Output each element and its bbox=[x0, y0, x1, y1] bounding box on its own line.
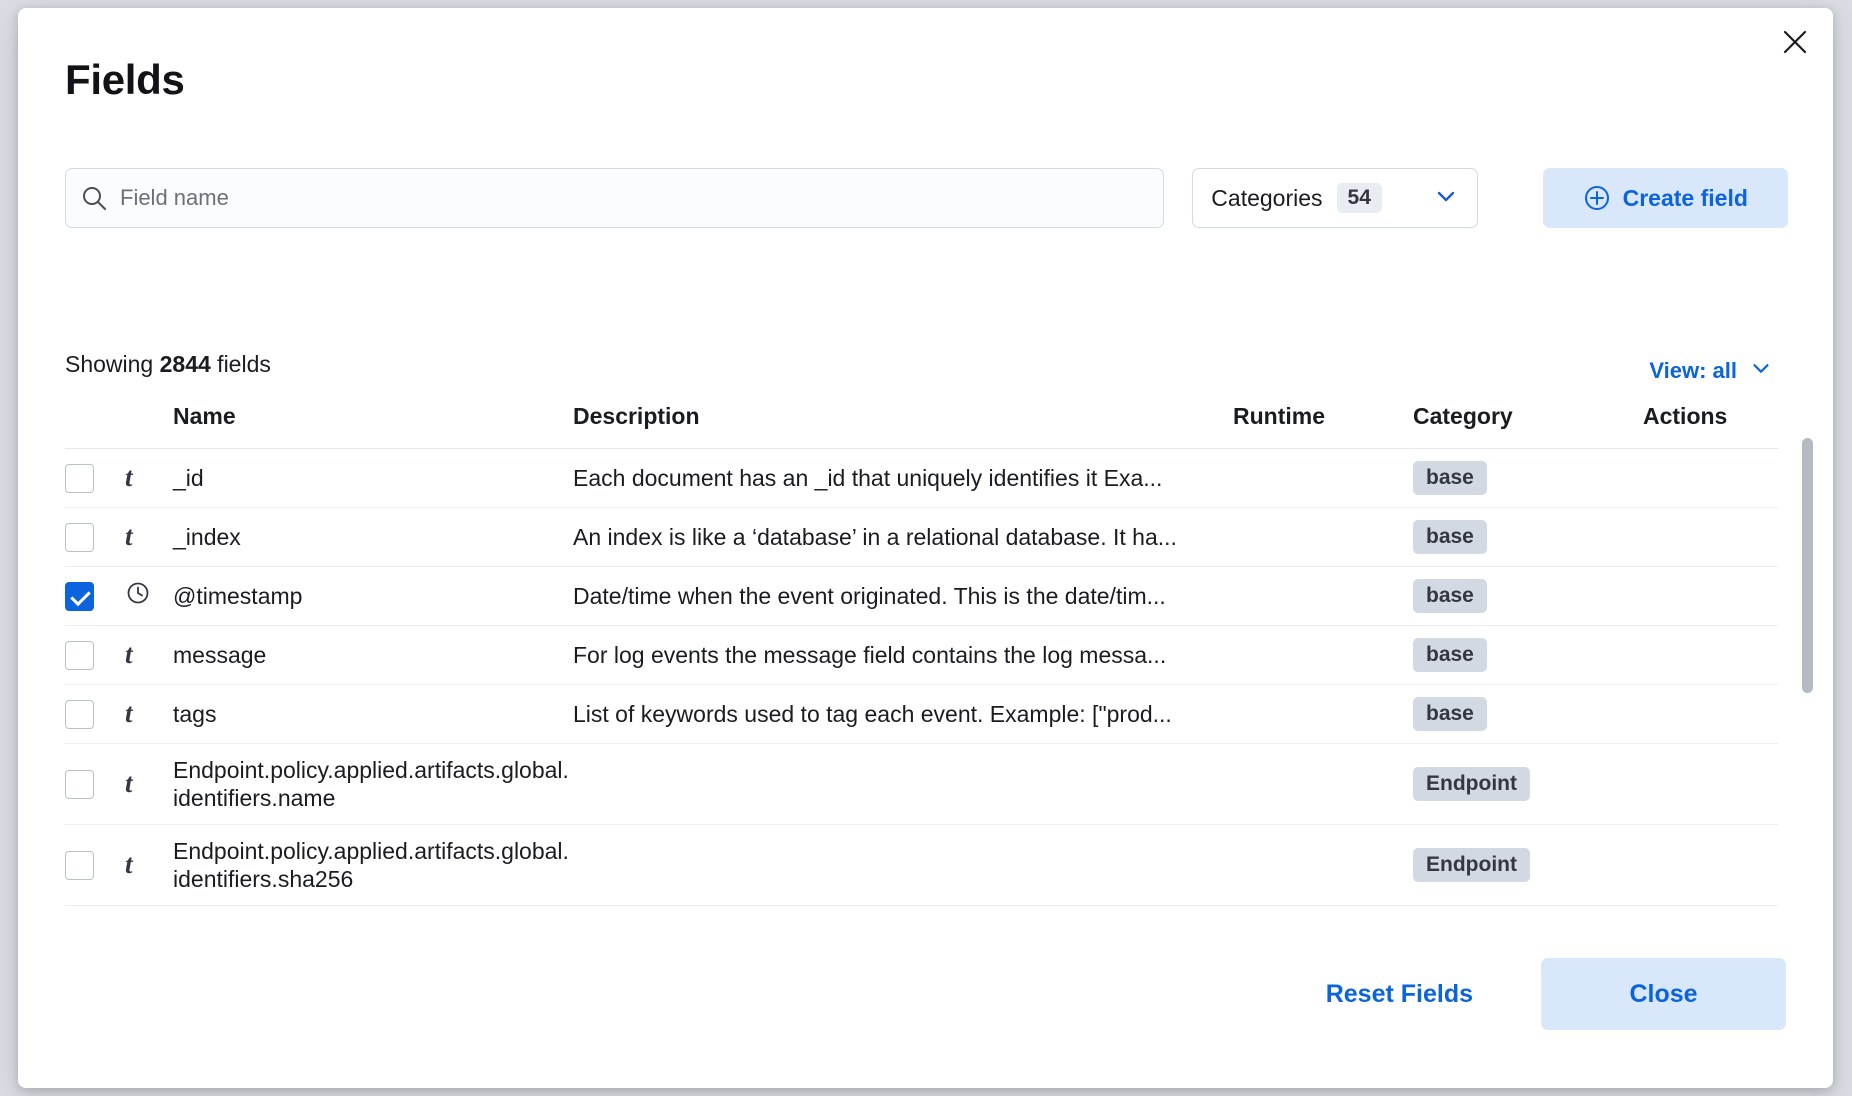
table-header-row bbox=[65, 403, 1778, 449]
row-category-cell bbox=[1413, 567, 1643, 626]
row-checkbox[interactable] bbox=[65, 464, 94, 493]
row-checkbox-cell bbox=[65, 825, 125, 906]
row-category-cell bbox=[1413, 685, 1643, 744]
row-checkbox[interactable] bbox=[65, 641, 94, 670]
row-checkbox[interactable] bbox=[65, 851, 94, 880]
row-runtime bbox=[1233, 744, 1413, 825]
row-description: Date/time when the event originated. This is the date/tim... bbox=[573, 567, 1233, 626]
row-name: Endpoint.policy.applied.artifacts.global.identifiers.sha256 bbox=[173, 825, 573, 906]
header-name: Name bbox=[173, 403, 573, 449]
row-type-cell bbox=[125, 626, 173, 685]
fields-table bbox=[65, 403, 1778, 906]
chevron-down-icon bbox=[1749, 356, 1773, 386]
chevron-down-icon bbox=[1433, 183, 1459, 214]
string-type-icon: t bbox=[125, 639, 133, 669]
row-actions bbox=[1643, 567, 1778, 626]
row-checkbox-cell bbox=[65, 685, 125, 744]
row-description: Each document has an _id that uniquely identifies it Exa... bbox=[573, 449, 1233, 508]
table-row[interactable] bbox=[65, 744, 1778, 825]
string-type-icon: t bbox=[125, 521, 133, 551]
row-runtime bbox=[1233, 825, 1413, 906]
header-checkbox bbox=[65, 403, 125, 449]
create-field-label: Create field bbox=[1622, 184, 1748, 211]
results-summary bbox=[65, 351, 271, 378]
summary-suffix: fields bbox=[210, 351, 271, 377]
fields-table-body bbox=[65, 449, 1778, 906]
row-checkbox[interactable] bbox=[65, 523, 94, 552]
close-button[interactable]: Close bbox=[1541, 958, 1786, 1030]
row-category-cell bbox=[1413, 449, 1643, 508]
row-category-cell bbox=[1413, 825, 1643, 906]
table-row[interactable] bbox=[65, 825, 1778, 906]
row-actions bbox=[1643, 626, 1778, 685]
view-selector-label: View: all bbox=[1649, 358, 1737, 383]
row-description: For log events the message field contains the log messa... bbox=[573, 626, 1233, 685]
row-name: _id bbox=[173, 449, 573, 508]
reset-fields-button[interactable]: Reset Fields bbox=[1325, 980, 1473, 1008]
row-name: Endpoint.policy.applied.artifacts.global.identifiers.name bbox=[173, 744, 573, 825]
string-type-icon: t bbox=[125, 768, 133, 799]
row-type-cell bbox=[125, 508, 173, 567]
date-type-icon bbox=[125, 580, 151, 611]
row-type-cell bbox=[125, 449, 173, 508]
row-actions bbox=[1643, 825, 1778, 906]
row-checkbox-cell bbox=[65, 744, 125, 825]
modal-footer bbox=[18, 928, 1833, 1088]
status-badge: base bbox=[1413, 520, 1487, 554]
view-selector[interactable] bbox=[1649, 356, 1773, 386]
status-badge: base bbox=[1413, 638, 1487, 672]
row-runtime bbox=[1233, 567, 1413, 626]
row-name: _index bbox=[173, 508, 573, 567]
row-checkbox[interactable] bbox=[65, 770, 94, 799]
row-type-cell bbox=[125, 825, 173, 906]
row-checkbox-cell bbox=[65, 626, 125, 685]
table-row[interactable] bbox=[65, 567, 1778, 626]
categories-count: 54 bbox=[1337, 183, 1382, 213]
row-checkbox[interactable] bbox=[65, 700, 94, 729]
fields-table-head bbox=[65, 403, 1778, 449]
table-row[interactable] bbox=[65, 685, 1778, 744]
row-type-cell bbox=[125, 685, 173, 744]
plus-circle-icon bbox=[1583, 184, 1611, 212]
status-badge: Endpoint bbox=[1413, 848, 1530, 882]
summary-prefix: Showing bbox=[65, 351, 160, 377]
row-description bbox=[573, 744, 1233, 825]
header-description: Description bbox=[573, 403, 1233, 449]
row-type-cell bbox=[125, 567, 173, 626]
row-name: @timestamp bbox=[173, 567, 573, 626]
summary-count: 2844 bbox=[159, 351, 211, 377]
fields-toolbar bbox=[65, 168, 1788, 228]
row-actions bbox=[1643, 449, 1778, 508]
close-icon[interactable] bbox=[1775, 22, 1815, 62]
status-badge: base bbox=[1413, 461, 1487, 495]
table-scrollbar[interactable] bbox=[1802, 438, 1813, 693]
row-actions bbox=[1643, 744, 1778, 825]
row-checkbox[interactable] bbox=[65, 582, 94, 611]
scrollbar-thumb[interactable] bbox=[1802, 438, 1813, 693]
categories-dropdown[interactable] bbox=[1192, 168, 1477, 228]
header-actions: Actions bbox=[1643, 403, 1778, 449]
row-category-cell bbox=[1413, 626, 1643, 685]
header-type bbox=[125, 403, 173, 449]
search-icon bbox=[80, 184, 108, 212]
table-row[interactable] bbox=[65, 626, 1778, 685]
header-runtime: Runtime bbox=[1233, 403, 1413, 449]
status-badge: base bbox=[1413, 697, 1487, 731]
status-badge: Endpoint bbox=[1413, 767, 1530, 801]
search-field-container[interactable] bbox=[65, 168, 1164, 228]
string-type-icon: t bbox=[125, 698, 133, 728]
string-type-icon: t bbox=[125, 462, 133, 492]
table-row[interactable] bbox=[65, 508, 1778, 567]
row-category-cell bbox=[1413, 508, 1643, 567]
row-description: An index is like a ‘database’ in a relational database. It ha... bbox=[573, 508, 1233, 567]
row-actions bbox=[1643, 508, 1778, 567]
table-row[interactable] bbox=[65, 449, 1778, 508]
row-runtime bbox=[1233, 508, 1413, 567]
row-name: tags bbox=[173, 685, 573, 744]
string-type-icon: t bbox=[125, 849, 133, 880]
row-runtime bbox=[1233, 449, 1413, 508]
row-category-cell bbox=[1413, 744, 1643, 825]
row-checkbox-cell bbox=[65, 567, 125, 626]
row-name: message bbox=[173, 626, 573, 685]
row-description: List of keywords used to tag each event. Example: ["prod... bbox=[573, 685, 1233, 744]
row-type-cell bbox=[125, 744, 173, 825]
row-checkbox-cell bbox=[65, 449, 125, 508]
header-category: Category bbox=[1413, 403, 1643, 449]
row-runtime bbox=[1233, 626, 1413, 685]
row-runtime bbox=[1233, 685, 1413, 744]
fields-table-container bbox=[65, 403, 1788, 923]
search-input[interactable] bbox=[118, 184, 1149, 212]
fields-modal bbox=[18, 8, 1833, 1088]
page-title: Fields bbox=[65, 56, 185, 103]
row-actions bbox=[1643, 685, 1778, 744]
create-field-button[interactable] bbox=[1543, 168, 1788, 228]
row-checkbox-cell bbox=[65, 508, 125, 567]
row-description bbox=[573, 825, 1233, 906]
status-badge: base bbox=[1413, 579, 1487, 613]
categories-label: Categories bbox=[1211, 184, 1323, 211]
